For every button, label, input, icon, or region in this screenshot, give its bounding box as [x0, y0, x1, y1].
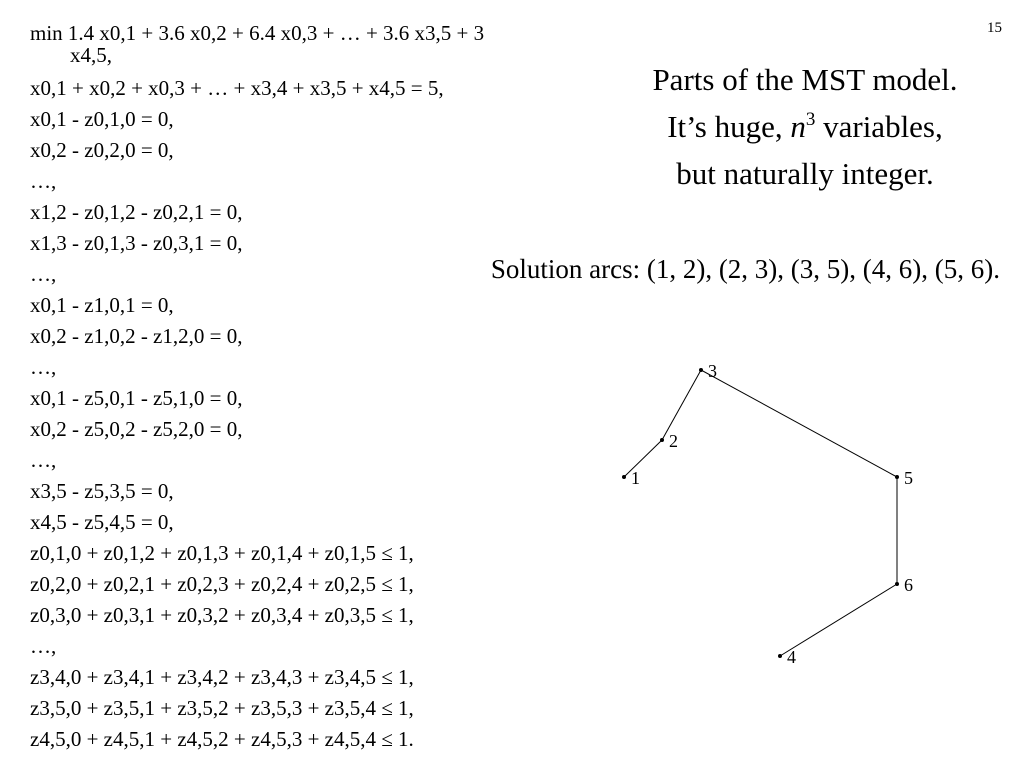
tree-node-label-2: 2 — [669, 431, 678, 451]
tree-node-label-4: 4 — [787, 647, 796, 667]
heading-line-1: Parts of the MST model. — [652, 62, 958, 97]
tree-node-label-1: 1 — [631, 468, 640, 488]
tree-node-label-6: 6 — [904, 575, 913, 595]
constraint-line: z3,5,0 + z3,5,1 + z3,5,2 + z3,5,3 + z3,5,4 ≤ 1, — [30, 696, 414, 720]
constraint-line: z0,3,0 + z0,3,1 + z0,3,2 + z0,3,4 + z0,3,5 ≤ 1, — [30, 603, 414, 627]
ellipsis-line: …, — [30, 448, 57, 472]
heading-line-2-before: It’s huge, — [667, 109, 791, 144]
constraint-line: x0,2 - z1,0,2 - z1,2,0 = 0, — [30, 324, 243, 348]
page-number: 15 — [987, 20, 1002, 36]
heading-line-3: but naturally integer. — [676, 156, 934, 191]
constraint-line: x1,3 - z0,1,3 - z0,3,1 = 0, — [30, 231, 243, 255]
tree-edge-2-3 — [662, 370, 701, 440]
tree-node-5 — [895, 475, 899, 479]
tree-node-label-3: 3 — [708, 361, 717, 381]
constraint-line: x0,1 - z1,0,1 = 0, — [30, 293, 174, 317]
tree-edges — [624, 370, 897, 656]
objective-continuation: x4,5, — [70, 43, 112, 67]
constraint-line: x3,5 - z5,3,5 = 0, — [30, 479, 174, 503]
tree-node-3 — [699, 368, 703, 372]
tree-node-6 — [895, 582, 899, 586]
constraint-line: z3,4,0 + z3,4,1 + z3,4,2 + z3,4,3 + z3,4,5 ≤ 1, — [30, 665, 414, 689]
constraint-line: z0,1,0 + z0,1,2 + z0,1,3 + z0,1,4 + z0,1,5 ≤ 1, — [30, 541, 414, 565]
constraint-line: x0,2 - z0,2,0 = 0, — [30, 138, 174, 162]
ellipsis-line: …, — [30, 634, 57, 658]
solution-arcs-text: Solution arcs: (1, 2), (2, 3), (3, 5), (4, 6), (5, 6). — [490, 254, 1000, 284]
tree-node-1 — [622, 475, 626, 479]
constraint-line: x0,1 + x0,2 + x0,3 + … + x3,4 + x3,5 + x4,5 = 5, — [30, 76, 444, 100]
objective-line: min 1.4 x0,1 + 3.6 x0,2 + 6.4 x0,3 + … + 3.6 x3,5 + 3 — [30, 21, 485, 45]
constraint-line: x1,2 - z0,1,2 - z0,2,1 = 0, — [30, 200, 243, 224]
constraint-line: x0,2 - z5,0,2 - z5,2,0 = 0, — [30, 417, 243, 441]
constraint-line: x4,5 - z5,4,5 = 0, — [30, 510, 174, 534]
tree-node-2 — [660, 438, 664, 442]
ellipsis-line: …, — [30, 262, 57, 286]
constraint-line: x0,1 - z5,0,1 - z5,1,0 = 0, — [30, 386, 243, 410]
tree-edge-3-5 — [701, 370, 897, 477]
constraint-line: z0,2,0 + z0,2,1 + z0,2,3 + z0,2,4 + z0,2,5 ≤ 1, — [30, 572, 414, 596]
heading-exponent: 3 — [805, 109, 816, 130]
tree-node-label-5: 5 — [904, 468, 913, 488]
heading-variable-n: n — [790, 109, 806, 144]
tree-edge-4-6 — [780, 584, 897, 656]
tree-edge-1-2 — [624, 440, 662, 477]
tree-nodes — [622, 361, 913, 667]
ellipsis-line: …, — [30, 355, 57, 379]
constraint-line: z4,5,0 + z4,5,1 + z4,5,2 + z4,5,3 + z4,5,4 ≤ 1. — [30, 727, 414, 751]
heading-line-2-after: variables, — [815, 109, 943, 144]
ellipsis-line: …, — [30, 169, 57, 193]
constraint-line: x0,1 - z0,1,0 = 0, — [30, 107, 174, 131]
tree-node-4 — [778, 654, 782, 658]
